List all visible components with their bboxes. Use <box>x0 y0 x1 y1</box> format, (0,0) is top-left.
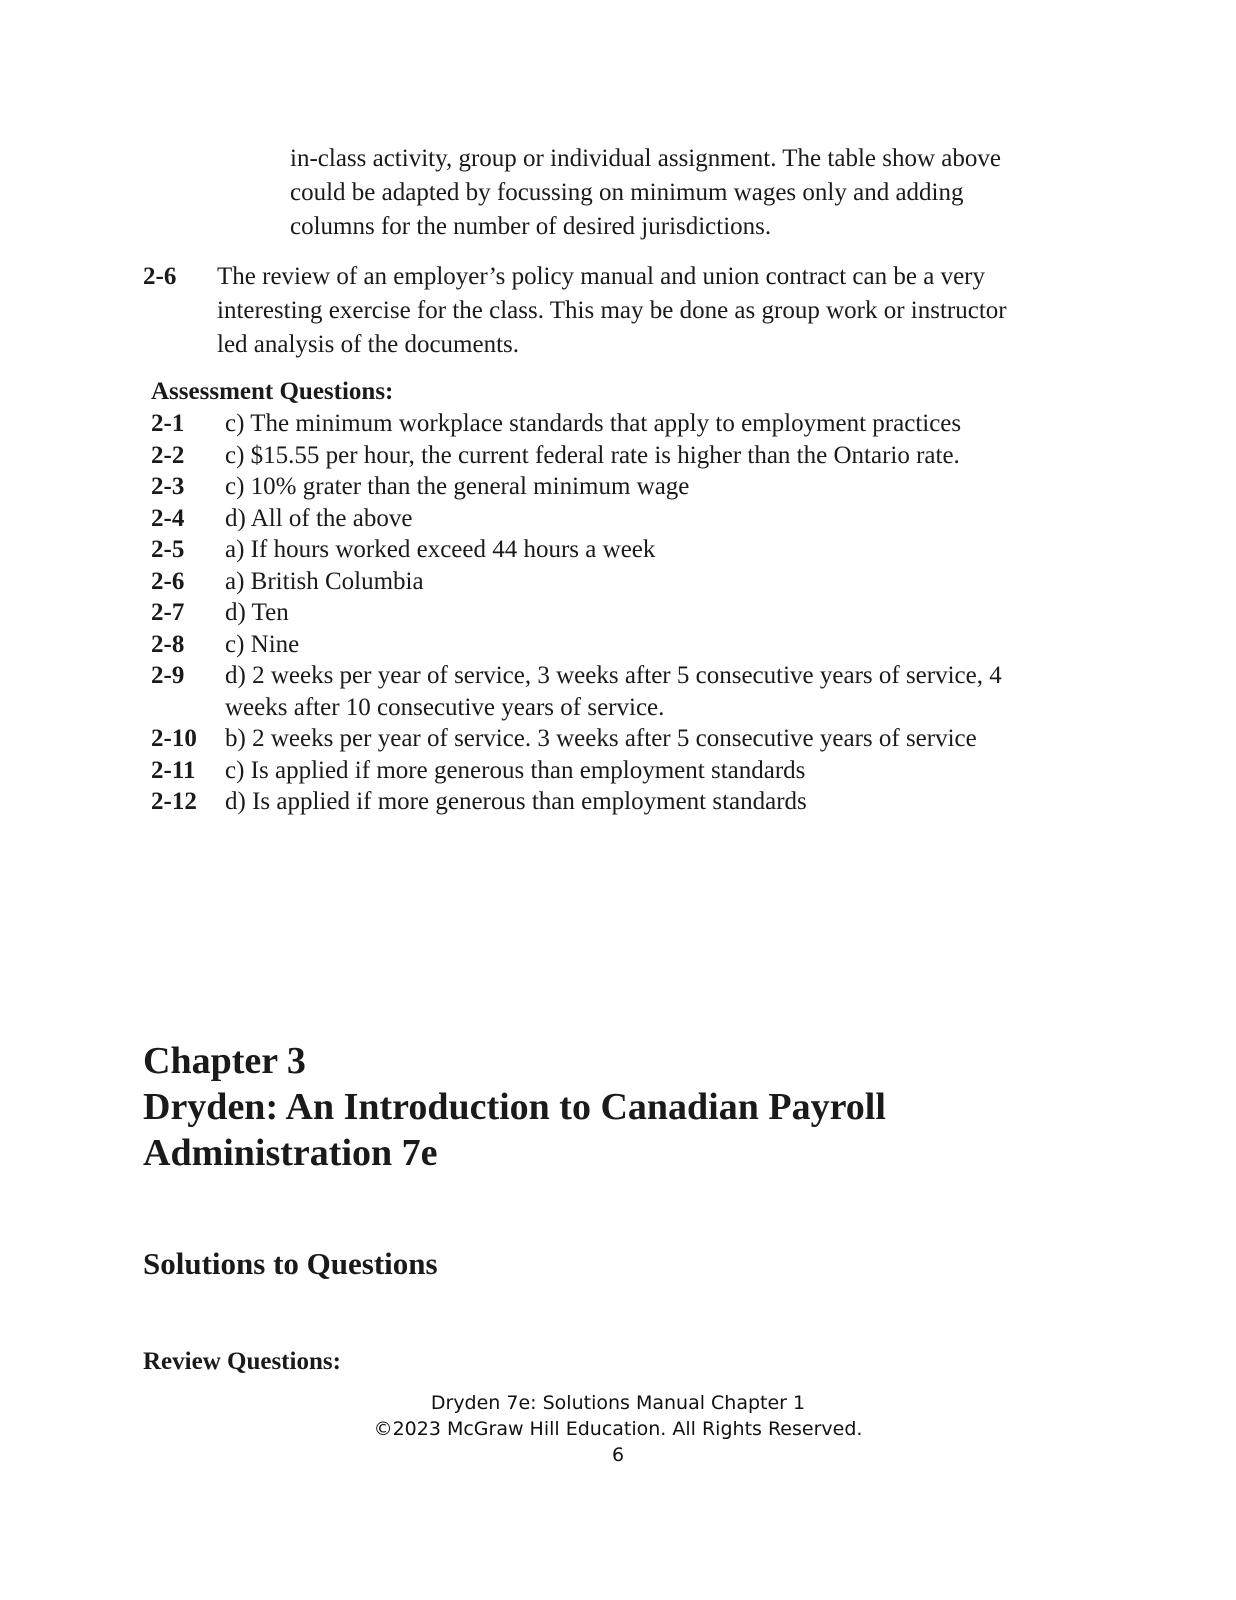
answer-line: b) 2 weeks per year of service. 3 weeks after 5 consecutive years of service <box>225 725 977 752</box>
answer-row <box>151 723 1051 755</box>
answer-line: a) If hours worked exceed 44 hours a week <box>225 536 656 563</box>
paragraph-line: in-class activity, group or individual assignment. The table show above <box>290 145 1001 172</box>
page-number: 6 <box>611 1444 625 1466</box>
item-line: interesting exercise for the class. This may be done as group work or instructor <box>217 297 1007 324</box>
answer-number: 2-1 <box>151 410 185 437</box>
answer-line: c) The minimum workplace standards that apply to employment practices <box>225 410 962 437</box>
answer-text <box>225 566 1051 598</box>
answer-text <box>225 660 1051 723</box>
assessment-questions-heading: Assessment Questions: <box>151 378 394 405</box>
answer-number: 2-6 <box>151 567 185 595</box>
answer-text <box>225 534 1051 566</box>
answer-row <box>151 566 1051 598</box>
paragraph-line: columns for the number of desired jurisdictions. <box>290 213 772 240</box>
answer-row <box>151 471 1051 503</box>
answer-number: 2-11 <box>151 756 196 784</box>
answer-number: 2-9 <box>151 662 185 689</box>
continuation-paragraph <box>290 142 1080 244</box>
answer-text <box>225 755 1051 787</box>
answer-number: 2-5 <box>151 536 185 563</box>
answer-line: weeks after 10 consecutive years of service. <box>225 693 665 721</box>
answer-number: 2-7 <box>151 599 185 626</box>
answer-row <box>151 660 1051 723</box>
answer-number: 2-8 <box>151 630 185 658</box>
answer-number: 2-10 <box>151 725 197 752</box>
answer-row <box>151 408 1051 440</box>
item-text <box>217 260 1083 362</box>
answer-line: d) 2 weeks per year of service, 3 weeks after 5 consecutive years of service, 4 <box>225 662 1002 689</box>
answer-text <box>225 723 1051 755</box>
answer-text <box>225 440 1051 472</box>
answer-line: d) Is applied if more generous than employment standards <box>225 788 807 815</box>
answer-number: 2-3 <box>151 473 185 500</box>
page-footer <box>0 1390 1236 1468</box>
answer-line: a) British Columbia <box>225 567 424 595</box>
answer-row <box>151 440 1051 472</box>
review-questions-heading: Review Questions: <box>143 1348 341 1375</box>
answer-text <box>225 786 1051 818</box>
item-number: 2-6 <box>143 263 177 290</box>
answer-row <box>151 629 1051 661</box>
answer-row <box>151 755 1051 787</box>
answer-line: c) Is applied if more generous than employment standards <box>225 756 806 784</box>
chapter-title-line: Dryden: An Introduction to Canadian Payroll <box>143 1086 886 1128</box>
answer-number: 2-4 <box>151 504 185 532</box>
answer-text <box>225 503 1051 535</box>
answer-number: 2-2 <box>151 441 185 469</box>
answer-line: d) Ten <box>225 599 289 626</box>
paragraph-line: could be adapted by focussing on minimum wages only and adding <box>290 179 964 206</box>
answer-row <box>151 597 1051 629</box>
footer-copyright: ©2023 McGraw Hill Education. All Rights Reserved. <box>373 1418 863 1440</box>
answer-text <box>225 597 1051 629</box>
solutions-heading: Solutions to Questions <box>143 1246 438 1281</box>
chapter-title-line: Chapter 3 <box>143 1040 306 1082</box>
answer-text <box>225 629 1051 661</box>
item-line: The review of an employer’s policy manual and union contract can be a very <box>217 263 985 290</box>
answer-line: c) 10% grater than the general minimum wage <box>225 473 690 500</box>
chapter-title <box>143 1038 886 1176</box>
answer-line: d) All of the above <box>225 504 413 532</box>
answer-line: c) Nine <box>225 630 300 658</box>
chapter-title-line: Administration 7e <box>143 1132 438 1174</box>
answer-text <box>225 471 1051 503</box>
assessment-answer-list <box>151 408 1051 818</box>
answer-text <box>225 408 1051 440</box>
answer-row <box>151 534 1051 566</box>
footer-title: Dryden 7e: Solutions Manual Chapter 1 <box>430 1392 806 1414</box>
answer-row <box>151 786 1051 818</box>
answer-row <box>151 503 1051 535</box>
answer-line: c) $15.55 per hour, the current federal rate is higher than the Ontario rate. <box>225 441 960 469</box>
item-line: led analysis of the documents. <box>217 331 520 358</box>
answer-number: 2-12 <box>151 788 197 815</box>
